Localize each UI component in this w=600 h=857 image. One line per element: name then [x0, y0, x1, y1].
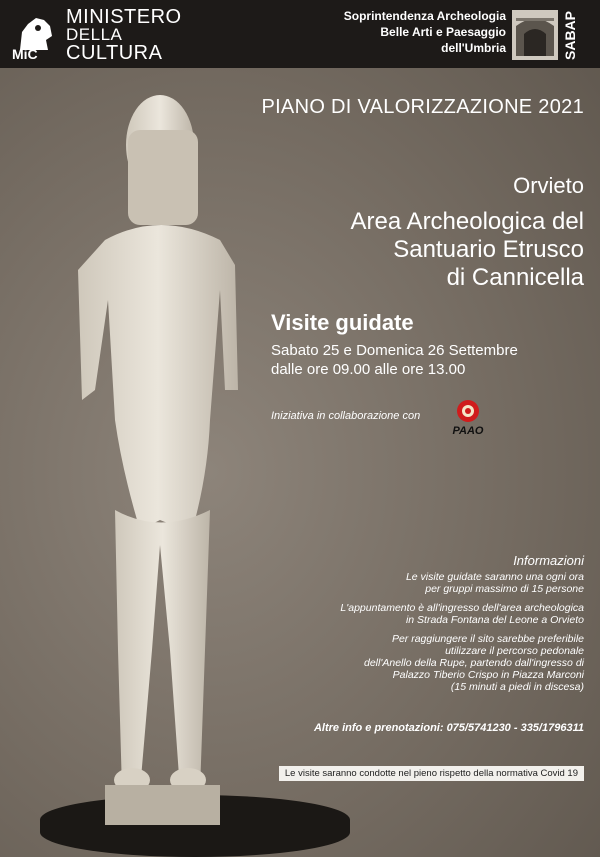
sabap-line-1: Soprintendenza Archeologia [343, 9, 506, 23]
info-title: Informazioni [513, 553, 584, 568]
palo-logo-icon [443, 396, 493, 440]
info-section [264, 555, 584, 700]
info-p1-line-2: per gruppi massimo di 15 persone [425, 583, 584, 595]
info-p1-line-1: Le visite guidate saranno una ogni ora [405, 571, 584, 583]
date-line-1: Sabato 25 e Domenica 26 Settembre [271, 342, 518, 359]
city-name: Orvieto [513, 173, 584, 198]
info-p3-line-2: utilizzare il percorso pedonale [445, 645, 584, 657]
sabap-label: SABAP [562, 10, 578, 60]
page-title: PIANO DI VALORIZZAZIONE 2021 [261, 96, 584, 118]
mic-line-2: DELLA [66, 25, 123, 44]
sabap-line-3: dell'Umbria [441, 41, 506, 55]
palo-logo-text: PAAO [452, 425, 484, 437]
covid-notice: Le visite saranno condotte nel pieno rispetto della normativa Covid 19 [279, 766, 584, 781]
mic-text [66, 8, 182, 62]
collaboration-text: Iniziativa in collaborazione con [271, 410, 421, 422]
site-line-1: Area Archeologica del [350, 208, 584, 235]
mic-line-3: CULTURA [66, 42, 163, 64]
header-bar [0, 0, 600, 68]
sabap-line-2: Belle Arti e Paesaggio [380, 25, 506, 39]
sabap-building-icon [512, 10, 558, 60]
info-paragraph-3 [264, 633, 584, 693]
site-line-3: di Cannicella [446, 264, 584, 291]
info-paragraph-1 [264, 571, 584, 595]
info-p3-line-5: (15 minuti a piedi in discesa) [450, 681, 584, 693]
info-paragraph-2 [264, 602, 584, 626]
info-p3-line-1: Per raggiungere il sito sarebbe preferibile [391, 633, 584, 645]
info-p2-line-1: L'appuntamento è all'ingresso dell'area archeologica [340, 602, 584, 614]
mic-line-1: MINISTERO [66, 6, 182, 28]
mic-abbr: MiC [12, 46, 38, 62]
info-p3-line-4: Palazzo Tiberio Crispo in Piazza Marconi [392, 669, 584, 681]
date-line-2: dalle ore 09.00 alle ore 13.00 [271, 361, 466, 378]
contacts-line: Altre info e prenotazioni: 075/5741230 - 335/1796311 [313, 722, 584, 734]
site-name [264, 208, 584, 292]
site-line-2: Santuario Etrusco [393, 236, 584, 263]
info-p2-line-2: in Strada Fontana del Leone a Orvieto [405, 614, 584, 626]
statue-image [60, 90, 270, 835]
sabap-text [344, 8, 506, 56]
visits-title: Visite guidate [271, 310, 414, 335]
info-p3-line-3: dell'Anello della Rupe, partendo dall'ingresso di [364, 657, 584, 669]
